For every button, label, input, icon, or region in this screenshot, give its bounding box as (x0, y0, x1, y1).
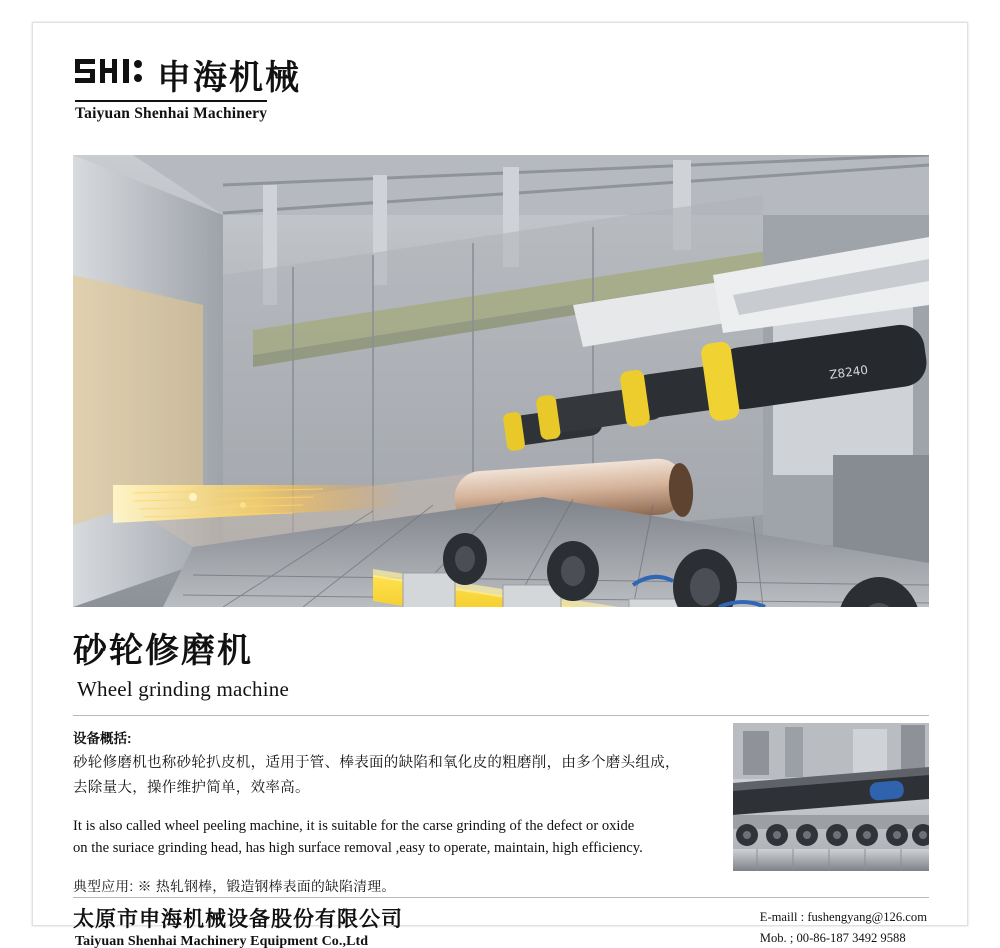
page-title: 砂轮修磨机 (73, 632, 253, 670)
contact-mobile: Mob. ; 00-86-187 3492 9588 (759, 931, 906, 945)
description-cn-line-1: 砂轮修磨机也称砂轮扒皮机，适用于管、棒表面的缺陷和氧化皮的粗磨削，由多个磨头组成， (73, 755, 680, 771)
application-line: 典型应用: ※ 热轧钢棒，锻造钢棒表面的缺陷清理。 (73, 879, 396, 894)
divider-bottom (73, 897, 929, 898)
company-name-cn: 太原市申海机械设备股份有限公司 (73, 908, 403, 931)
sh-monogram-icon (73, 55, 147, 95)
secondary-photo (733, 723, 929, 871)
brand-name-en: Taiyuan Shenhai Machinery (75, 100, 267, 123)
description-cn-line-2: 去除量大，操作维护简单，效率高。 (73, 780, 310, 796)
brochure-sheet (32, 22, 968, 948)
hero-photo (73, 155, 929, 607)
description-heading: 设备概括: (73, 731, 132, 746)
company-name-en: Taiyuan Shenhai Machinery Equipment Co.,Ltd (75, 934, 369, 948)
brand-name-cn: 申海机械 (157, 59, 301, 97)
brand-header (73, 55, 673, 145)
svg-text:Z8240: Z8240 (828, 362, 869, 382)
contact-block (760, 907, 927, 948)
page-subtitle: Wheel grinding machine (77, 677, 289, 701)
description-block (73, 727, 693, 895)
description-en-line-1: It is also called wheel peeling machine, it is suitable for the carse grinding of the defect or oxide (73, 818, 635, 834)
divider-top (73, 715, 929, 716)
contact-email: E-maill : fushengyang@126.com (759, 910, 927, 924)
description-en-line-2: on the suriace grinding head, has high surface removal ,easy to operate, maintain, high efficiency. (73, 840, 643, 856)
